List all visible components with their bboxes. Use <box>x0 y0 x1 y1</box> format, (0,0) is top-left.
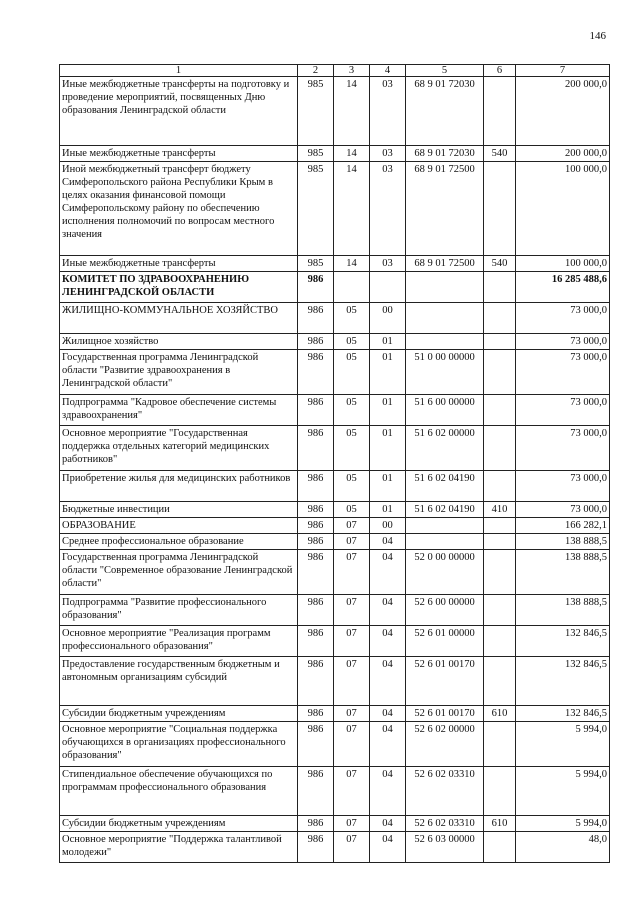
subsection-cell: 00 <box>370 518 406 534</box>
table-row <box>60 502 610 518</box>
section-cell: 05 <box>334 426 370 471</box>
amount-cell: 48,0 <box>516 832 610 863</box>
subsection-cell: 03 <box>370 256 406 272</box>
expense-type-cell <box>484 303 516 334</box>
table-header-row <box>60 65 610 77</box>
amount-cell: 166 282,1 <box>516 518 610 534</box>
ministry-code-cell: 986 <box>298 272 334 303</box>
target-article-cell: 52 6 02 03310 <box>406 767 484 816</box>
name-cell: Стипендиальное обеспечение обучающихся по программам профессионального образования <box>60 767 298 816</box>
table-row <box>60 550 610 595</box>
name-cell: Бюджетные инвестиции <box>60 502 298 518</box>
subsection-cell: 04 <box>370 657 406 706</box>
page-number: 146 <box>589 30 606 42</box>
amount-cell: 73 000,0 <box>516 471 610 502</box>
amount-cell: 200 000,0 <box>516 77 610 146</box>
table-row <box>60 534 610 550</box>
ministry-code-cell: 986 <box>298 471 334 502</box>
ministry-code-cell: 986 <box>298 303 334 334</box>
name-cell: Подпрограмма "Развитие профессионального образования" <box>60 595 298 626</box>
ministry-code-cell: 985 <box>298 162 334 256</box>
name-cell: Иной межбюджетный трансферт бюджету Симферопольского района Республики Крым в целях оказания финансовой помощи Симферопольскому району по обеспечению исполнения полномочий по вопросам местного значения <box>60 162 298 256</box>
section-cell: 14 <box>334 256 370 272</box>
subsection-cell <box>370 272 406 303</box>
subsection-cell: 04 <box>370 722 406 767</box>
subsection-cell: 03 <box>370 146 406 162</box>
subsection-cell: 01 <box>370 395 406 426</box>
target-article-cell: 51 6 02 04190 <box>406 502 484 518</box>
name-cell: Государственная программа Ленинградской области "Развитие здравоохранения в Ленинградской области" <box>60 350 298 395</box>
name-cell: Предоставление государственным бюджетным и автономным организациям субсидий <box>60 657 298 706</box>
header-cell: 7 <box>516 65 610 77</box>
section-cell: 14 <box>334 146 370 162</box>
expense-type-cell <box>484 471 516 502</box>
target-article-cell: 52 6 02 00000 <box>406 722 484 767</box>
target-article-cell: 52 6 01 00170 <box>406 706 484 722</box>
amount-cell: 132 846,5 <box>516 706 610 722</box>
amount-cell: 73 000,0 <box>516 350 610 395</box>
section-cell: 14 <box>334 77 370 146</box>
name-cell: Субсидии бюджетным учреждениям <box>60 816 298 832</box>
section-cell: 05 <box>334 350 370 395</box>
table-row <box>60 816 610 832</box>
amount-cell: 73 000,0 <box>516 334 610 350</box>
target-article-cell: 52 6 03 00000 <box>406 832 484 863</box>
table-row <box>60 626 610 657</box>
table-row <box>60 832 610 863</box>
target-article-cell: 52 6 01 00170 <box>406 657 484 706</box>
subsection-cell: 03 <box>370 162 406 256</box>
amount-cell: 16 285 488,6 <box>516 272 610 303</box>
target-article-cell: 68 9 01 72500 <box>406 162 484 256</box>
header-cell: 2 <box>298 65 334 77</box>
section-cell: 07 <box>334 595 370 626</box>
name-cell: Субсидии бюджетным учреждениям <box>60 706 298 722</box>
expense-type-cell <box>484 350 516 395</box>
amount-cell: 138 888,5 <box>516 550 610 595</box>
target-article-cell: 52 6 01 00000 <box>406 626 484 657</box>
section-cell: 05 <box>334 395 370 426</box>
ministry-code-cell: 986 <box>298 534 334 550</box>
budget-table <box>59 64 610 863</box>
name-cell: Основное мероприятие "Поддержка талантливой молодежи" <box>60 832 298 863</box>
ministry-code-cell: 986 <box>298 832 334 863</box>
section-cell: 07 <box>334 626 370 657</box>
table-row <box>60 657 610 706</box>
amount-cell: 73 000,0 <box>516 303 610 334</box>
header-cell: 1 <box>60 65 298 77</box>
table-body <box>60 65 610 863</box>
ministry-code-cell: 986 <box>298 626 334 657</box>
name-cell: Основное мероприятие "Реализация программ профессионального образования" <box>60 626 298 657</box>
table-row <box>60 706 610 722</box>
expense-type-cell <box>484 534 516 550</box>
ministry-code-cell: 986 <box>298 706 334 722</box>
amount-cell: 5 994,0 <box>516 722 610 767</box>
name-cell: Приобретение жилья для медицинских работников <box>60 471 298 502</box>
table-row <box>60 334 610 350</box>
name-cell: ЖИЛИЩНО-КОММУНАЛЬНОЕ ХОЗЯЙСТВО <box>60 303 298 334</box>
expense-type-cell <box>484 518 516 534</box>
expense-type-cell: 610 <box>484 816 516 832</box>
table-row <box>60 595 610 626</box>
name-cell: Жилищное хозяйство <box>60 334 298 350</box>
table-row <box>60 256 610 272</box>
amount-cell: 73 000,0 <box>516 395 610 426</box>
amount-cell: 138 888,5 <box>516 534 610 550</box>
section-cell: 07 <box>334 657 370 706</box>
section-cell: 07 <box>334 534 370 550</box>
table-row <box>60 722 610 767</box>
header-cell: 4 <box>370 65 406 77</box>
expense-type-cell <box>484 767 516 816</box>
target-article-cell <box>406 272 484 303</box>
amount-cell: 200 000,0 <box>516 146 610 162</box>
name-cell: Государственная программа Ленинградской области "Современное образование Ленинградской области" <box>60 550 298 595</box>
name-cell: Иные межбюджетные трансферты <box>60 146 298 162</box>
subsection-cell: 04 <box>370 767 406 816</box>
target-article-cell: 52 0 00 00000 <box>406 550 484 595</box>
target-article-cell <box>406 534 484 550</box>
ministry-code-cell: 986 <box>298 502 334 518</box>
target-article-cell <box>406 334 484 350</box>
expense-type-cell <box>484 626 516 657</box>
subsection-cell: 04 <box>370 550 406 595</box>
section-cell: 07 <box>334 550 370 595</box>
section-cell: 07 <box>334 816 370 832</box>
subsection-cell: 01 <box>370 502 406 518</box>
amount-cell: 73 000,0 <box>516 502 610 518</box>
ministry-code-cell: 986 <box>298 350 334 395</box>
target-article-cell <box>406 303 484 334</box>
section-cell: 05 <box>334 471 370 502</box>
table-row <box>60 471 610 502</box>
ministry-code-cell: 986 <box>298 395 334 426</box>
expense-type-cell: 410 <box>484 502 516 518</box>
table-row <box>60 303 610 334</box>
table-row <box>60 146 610 162</box>
table-row <box>60 272 610 303</box>
expense-type-cell <box>484 550 516 595</box>
subsection-cell: 00 <box>370 303 406 334</box>
amount-cell: 138 888,5 <box>516 595 610 626</box>
expense-type-cell: 540 <box>484 256 516 272</box>
table-row <box>60 426 610 471</box>
section-cell: 05 <box>334 502 370 518</box>
section-cell: 07 <box>334 832 370 863</box>
target-article-cell: 51 0 00 00000 <box>406 350 484 395</box>
subsection-cell: 04 <box>370 626 406 657</box>
expense-type-cell <box>484 722 516 767</box>
target-article-cell: 52 6 00 00000 <box>406 595 484 626</box>
name-cell: Основное мероприятие "Социальная поддержка обучающихся в организациях профессионального образования" <box>60 722 298 767</box>
name-cell: КОМИТЕТ ПО ЗДРАВООХРАНЕНИЮ ЛЕНИНГРАДСКОЙ ОБЛАСТИ <box>60 272 298 303</box>
target-article-cell: 68 9 01 72500 <box>406 256 484 272</box>
expense-type-cell: 610 <box>484 706 516 722</box>
name-cell: Иные межбюджетные трансферты на подготовку и проведение мероприятий, посвященных Дню образования Ленинградской области <box>60 77 298 146</box>
table-row <box>60 395 610 426</box>
name-cell: Подпрограмма "Кадровое обеспечение системы здравоохранения" <box>60 395 298 426</box>
ministry-code-cell: 986 <box>298 595 334 626</box>
name-cell: ОБРАЗОВАНИЕ <box>60 518 298 534</box>
target-article-cell: 51 6 02 04190 <box>406 471 484 502</box>
section-cell: 14 <box>334 162 370 256</box>
target-article-cell: 68 9 01 72030 <box>406 77 484 146</box>
expense-type-cell <box>484 657 516 706</box>
ministry-code-cell: 985 <box>298 256 334 272</box>
target-article-cell <box>406 518 484 534</box>
amount-cell: 132 846,5 <box>516 657 610 706</box>
amount-cell: 5 994,0 <box>516 816 610 832</box>
subsection-cell: 04 <box>370 534 406 550</box>
expense-type-cell <box>484 426 516 471</box>
section-cell: 05 <box>334 334 370 350</box>
section-cell: 07 <box>334 518 370 534</box>
ministry-code-cell: 986 <box>298 722 334 767</box>
target-article-cell: 68 9 01 72030 <box>406 146 484 162</box>
subsection-cell: 01 <box>370 350 406 395</box>
header-cell: 6 <box>484 65 516 77</box>
subsection-cell: 01 <box>370 426 406 471</box>
amount-cell: 100 000,0 <box>516 162 610 256</box>
expense-type-cell <box>484 595 516 626</box>
expense-type-cell <box>484 162 516 256</box>
amount-cell: 73 000,0 <box>516 426 610 471</box>
subsection-cell: 04 <box>370 595 406 626</box>
header-cell: 5 <box>406 65 484 77</box>
ministry-code-cell: 986 <box>298 518 334 534</box>
section-cell: 07 <box>334 767 370 816</box>
section-cell <box>334 272 370 303</box>
table-row <box>60 77 610 146</box>
header-cell: 3 <box>334 65 370 77</box>
ministry-code-cell: 986 <box>298 767 334 816</box>
expense-type-cell <box>484 272 516 303</box>
expense-type-cell <box>484 334 516 350</box>
amount-cell: 100 000,0 <box>516 256 610 272</box>
target-article-cell: 51 6 00 00000 <box>406 395 484 426</box>
expense-type-cell <box>484 395 516 426</box>
name-cell: Основное мероприятие "Государственная поддержка отдельных категорий медицинских работников" <box>60 426 298 471</box>
ministry-code-cell: 985 <box>298 146 334 162</box>
expense-type-cell <box>484 77 516 146</box>
subsection-cell: 01 <box>370 334 406 350</box>
ministry-code-cell: 986 <box>298 657 334 706</box>
subsection-cell: 04 <box>370 832 406 863</box>
name-cell: Иные межбюджетные трансферты <box>60 256 298 272</box>
amount-cell: 5 994,0 <box>516 767 610 816</box>
section-cell: 07 <box>334 722 370 767</box>
ministry-code-cell: 986 <box>298 816 334 832</box>
ministry-code-cell: 986 <box>298 550 334 595</box>
section-cell: 05 <box>334 303 370 334</box>
amount-cell: 132 846,5 <box>516 626 610 657</box>
target-article-cell: 52 6 02 03310 <box>406 816 484 832</box>
table-row <box>60 767 610 816</box>
ministry-code-cell: 985 <box>298 77 334 146</box>
subsection-cell: 03 <box>370 77 406 146</box>
table-row <box>60 518 610 534</box>
table-row <box>60 350 610 395</box>
section-cell: 07 <box>334 706 370 722</box>
target-article-cell: 51 6 02 00000 <box>406 426 484 471</box>
expense-type-cell <box>484 832 516 863</box>
subsection-cell: 01 <box>370 471 406 502</box>
subsection-cell: 04 <box>370 816 406 832</box>
table-row <box>60 162 610 256</box>
expense-type-cell: 540 <box>484 146 516 162</box>
ministry-code-cell: 986 <box>298 426 334 471</box>
ministry-code-cell: 986 <box>298 334 334 350</box>
name-cell: Среднее профессиональное образование <box>60 534 298 550</box>
subsection-cell: 04 <box>370 706 406 722</box>
